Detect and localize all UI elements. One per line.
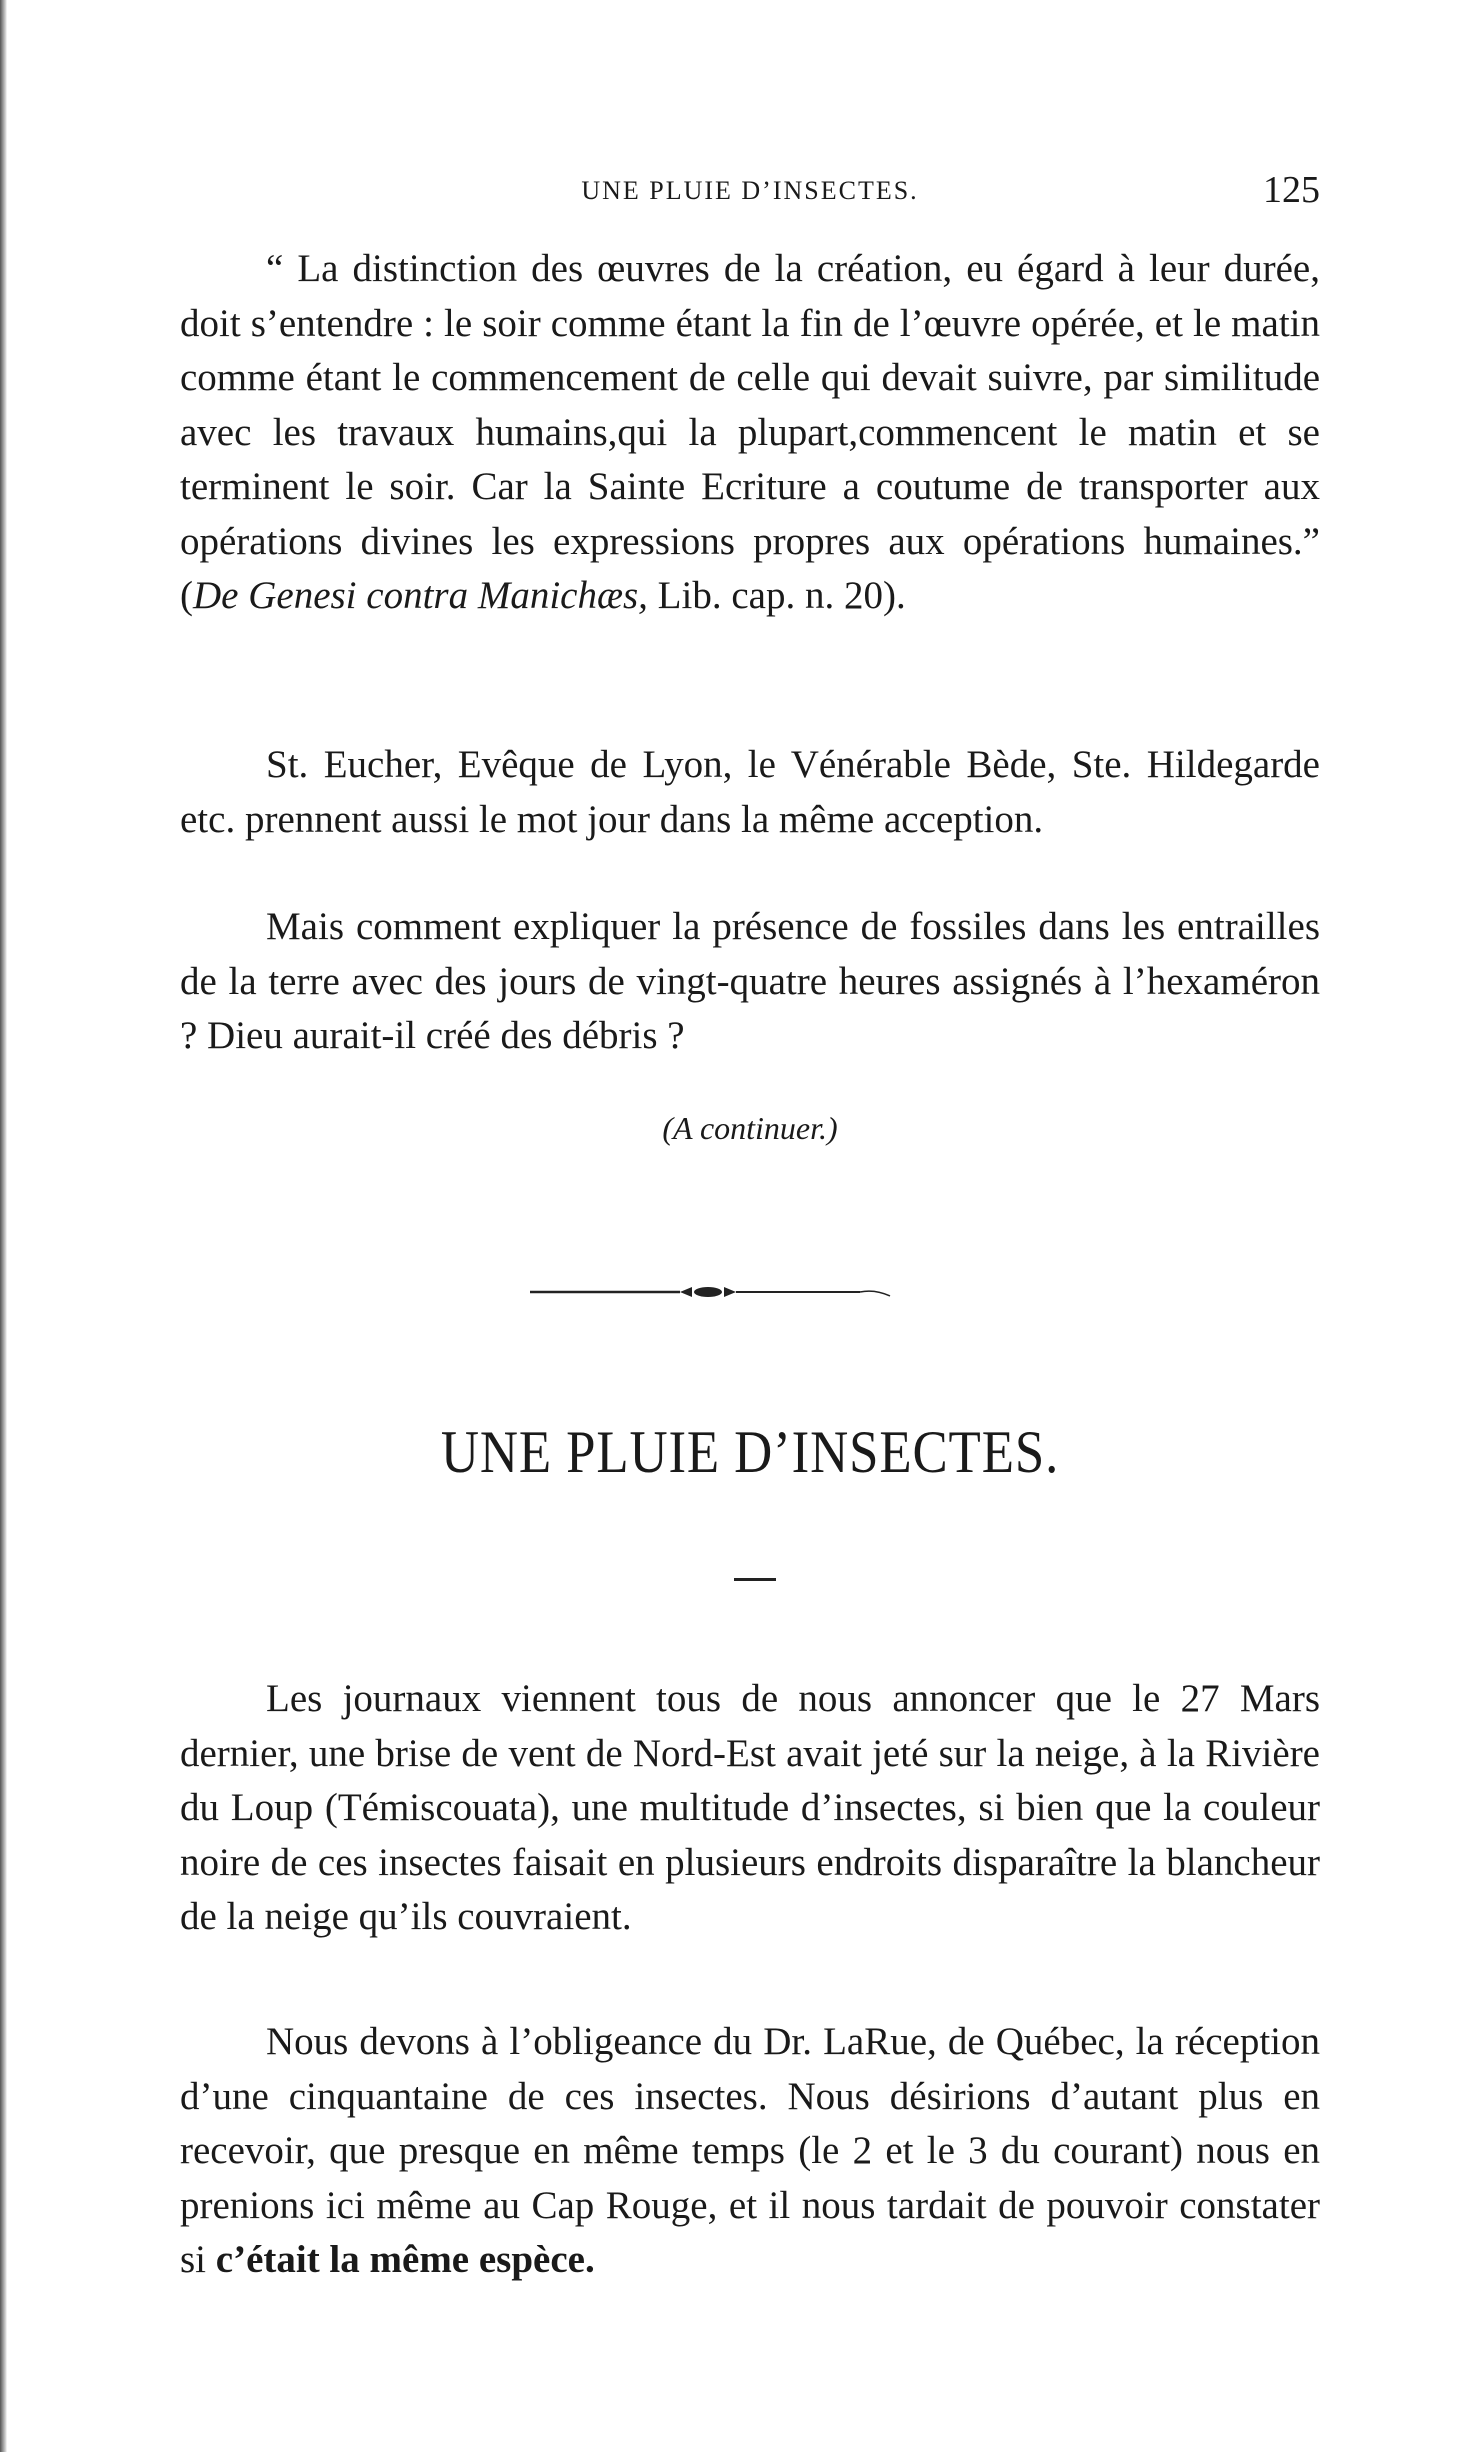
newspapers-text: Les journaux viennent tous de nous annoncer que le 27 Mars dernier, une brise de vent de Nord-Est avait jeté sur la neige, à la Rivière du Loup (Témiscouata), une multitude d’insectes, si bien que la couleur noire de ces insectes faisait en plusieurs endroits disparaître la blancheur de la neige qu’ils couvraient. xyxy=(180,1677,1320,1938)
final-bold-text: c’était la même espèce. xyxy=(215,2238,595,2281)
title-rule xyxy=(734,1578,776,1581)
fossils-text: Mais comment expliquer la présence de fossiles dans les entrailles de la terre avec des jours de vingt-quatre heures assignés à l’hexaméron ? Dieu aurait-il créé des débris ? xyxy=(180,905,1320,1057)
citation-open: ( xyxy=(180,574,193,617)
paragraph-fossils xyxy=(180,900,1320,1064)
page-number: 125 xyxy=(1263,169,1320,211)
paragraph-authorities xyxy=(180,738,1320,847)
ornamental-divider xyxy=(530,1276,930,1306)
citation-work: De Genesi contra Manichæs, xyxy=(193,574,648,617)
larue-text: Nous devons à l’obligeance du Dr. LaRue, de Québec, la réception d’une cinquantaine de ces insectes. Nous désirions d’autant plus en recevoir, que presque en même temps (le 2 et le 3 du courant) nous en prenions ici même au Cap Rouge, et il nous tardait de pouvoir constater si xyxy=(180,2020,1320,2281)
page-binding-edge xyxy=(0,0,7,2452)
to-continue-note: (A continuer.) xyxy=(662,1110,838,1146)
running-head xyxy=(180,168,1320,212)
running-title: UNE PLUIE D’INSECTES. xyxy=(581,176,919,205)
quotation-text: “ La distinction des œuvres de la création, eu égard à leur durée, doit s’entendre : le soir comme étant la fin de l’œuvre opérée, et le matin comme étant le commencement de celle qui devait suivre, par similitude avec les travaux humains,qui la plupart,commencent le matin et se terminent le soir. Car la Sainte Ecriture a coutume de transporter aux opérations divines les expressions propres aux opérations humaines.” xyxy=(180,247,1320,563)
authorities-text: St. Eucher, Evêque de Lyon, le Vénérable Bède, Ste. Hildegarde etc. prennent aussi le mot jour dans la même acception. xyxy=(180,743,1320,841)
article-title: UNE PLUIE D’INSECTES. xyxy=(440,1419,1060,1485)
paragraph-newspapers xyxy=(180,1672,1320,1945)
paragraph-larue xyxy=(180,2015,1320,2288)
citation-reference: Lib. cap. n. 20). xyxy=(657,574,906,617)
paragraph-quotation xyxy=(180,242,1320,624)
